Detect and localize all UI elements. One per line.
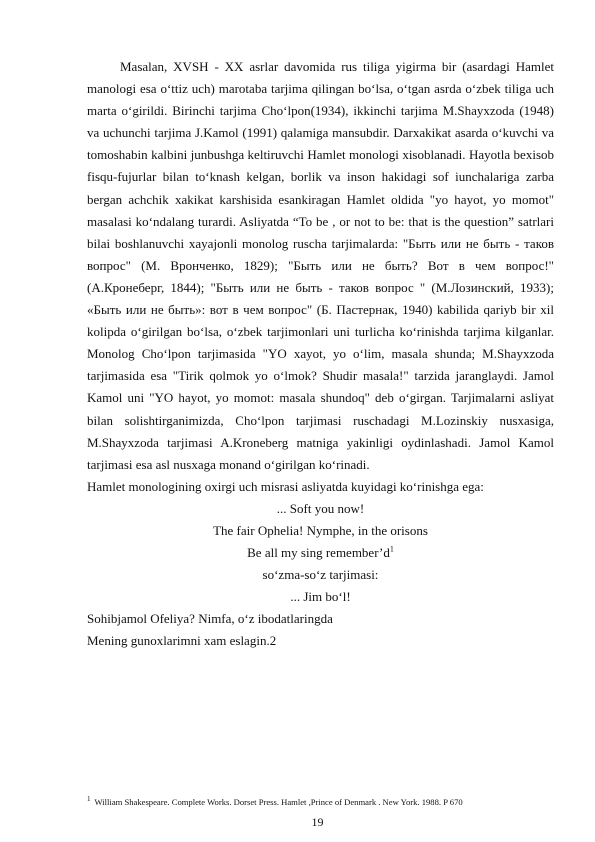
poem-en-line-3-text: Be all my sing remember’d	[247, 545, 390, 561]
poem-uz-line-2: Sohibjamol Ofeliya? Nimfa, o‘z ibodatlaringda	[87, 611, 333, 627]
poem-uz-line-1: ... Jim bo‘l!	[290, 589, 351, 605]
footnote-reference: 1	[389, 544, 394, 554]
main-paragraph: Masalan, XVSH - XX asrlar davomida rus tiliga yigirma bir (asardagi Hamlet manologi esa o‘ttiz uch) marotaba tarjima qilingan bo‘lsa, o‘tgan asrda o‘zbek tiliga uch marta o‘girildi. Birinchi tarjima Cho‘lpon(1934), ikkinchi tarjima M.Shayxzoda (1948) va uchunchi tarjima J.Kamol (1991) qalamiga mansubdir. Darxakikat asarda o‘kuvchi va tomoshabin kalbini junbushga keltiruvchi Hamlet monologi xisoblanadi. Hayotla bexisob fisqu-fujurlar bilan to‘knash kelgan, borlik va inson hakidagi sof iunchalariga zarba bergan achchik xakikat karshisida esankiragan Hamlet oldida "yo hayot, yo momot" masalasi ko‘ndalang turardi. Asliyatda “To be , or not to be: that is the question” satrlari bilai boshlanuvchi xayajonli monolog ruscha tarjimalarda: "Быть или не быть - таков вопрос" (M. Вронченко, 1829); "Быть или не быть? Вот в чем вопрос!" (А.Кронеберг, 1844); "Быть или не быть - таков вопрос " (М.Лозинский, 1933); «Быть или не быть»: вот в чем вопрос" (Б. Пастернак, 1940) kabilida qariyb bir xil kolipda o‘girilgan bo‘lsa, o‘zbek tarjimonlari uni turlicha ko‘rinishda tarjima kilganlar. Monolog Cho‘lpon tarjimasida "YO xayot, yo o‘lim, masala shunda; M.Shayxzoda tarjimasida esa "Tirik qolmok yo o‘lmok? Shudir masala!" tarzida jaranglaydi. Jamol Kamol uni "YO hayot, yo momot: masala shundoq" deb o‘girgan. Tarjimalarni asliyat bilan solishtirganimizda, Cho‘lpon tarjimasi ruschadagi M.Lozinskiy nusxasiga, M.Shayxzoda tarjimasi A.Kroneberg matniga yakinligi oydinlashadi. Jamol Kamol tarjimasi esa asl nusxaga monand o‘girilgan ko‘rinadi.	[87, 59, 554, 472]
footnote-text: William Shakespeare. Complete Works. Dorset Press. Hamlet ,Prince of Denmark . New York. 1988. P 670	[94, 797, 463, 807]
body-text	[87, 56, 554, 653]
poem-en-line-3	[87, 542, 554, 564]
footnote	[87, 797, 567, 808]
translation-label: so‘zma-so‘z tarjimasi:	[262, 567, 379, 583]
page-number: 19	[311, 815, 324, 829]
intro-line: Hamlet monologining oxirgi uch misrasi asliyatda kuyidagi ko‘rinishga ega:	[87, 478, 484, 494]
poem-en-line-2: The fair Ophelia! Nymphe, in the orisons	[213, 522, 428, 538]
poem-en-line-1: ... Soft you now!	[276, 500, 365, 516]
footnote-mark: 1	[87, 795, 91, 804]
poem-uz-line-3: Mening gunoxlarimni xam eslagin.2	[87, 633, 277, 649]
